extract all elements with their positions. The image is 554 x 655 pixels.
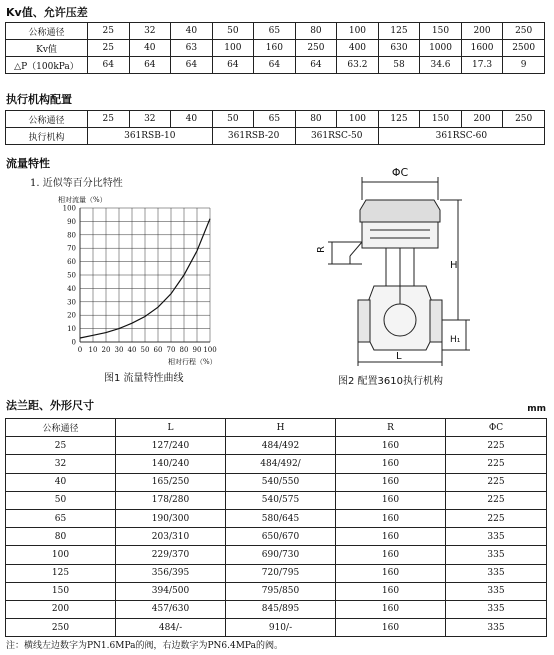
kv-table-row (6, 57, 545, 74)
dimension-cell: 203/310 (116, 528, 226, 546)
dimension-cell: 484/492 (226, 437, 336, 455)
table-row (6, 455, 547, 473)
chart-x-tick: 40 (127, 346, 137, 354)
valve-diagram (300, 160, 480, 370)
kv-table-row (6, 23, 545, 40)
actuator-diameter-cell: 200 (461, 111, 503, 128)
dim-label-l: L (396, 351, 402, 362)
table-row (6, 528, 547, 546)
dimension-cell: 160 (336, 528, 446, 546)
dimension-cell: 250 (6, 619, 116, 637)
actuator-group: 361RSC-60 (378, 128, 544, 145)
chart-x-tick: 100 (203, 346, 217, 354)
actuator-diameter-cell: 32 (129, 111, 171, 128)
footnote: 注：横线左边数字为PN1.6MPa的阀，右边数字为PN6.4MPa的阀。 (6, 641, 283, 651)
kv-cell: 160 (254, 40, 296, 57)
table-row (6, 491, 547, 509)
dim-section-title: 法兰距、外形尺寸 (6, 399, 94, 412)
dimension-cell: 540/550 (226, 473, 336, 491)
figure1-caption: 图1 流量特性曲线 (104, 373, 184, 384)
chart-y-tick: 0 (71, 338, 76, 347)
kv-row-header: Kv值 (6, 40, 88, 57)
chart-x-tick: 70 (166, 346, 176, 354)
actuator-diameter-cell: 25 (88, 111, 130, 128)
kv-cell: 125 (378, 23, 420, 40)
kv-cell: 150 (420, 23, 462, 40)
kv-table (5, 22, 545, 74)
chart-x-tick: 30 (114, 346, 124, 354)
flange-right (430, 300, 442, 342)
dimension-cell: 650/670 (226, 528, 336, 546)
chart-y-label: 相对流量（%） (58, 196, 107, 204)
kv-cell: 9 (503, 57, 545, 74)
actuator-section-title: 执行机构配置 (6, 93, 72, 106)
kv-section-title: Kv值、允许压差 (6, 6, 88, 19)
dimension-cell: 229/370 (116, 546, 226, 564)
dimension-cell: 160 (336, 564, 446, 582)
dimension-cell: 457/630 (116, 600, 226, 618)
dim-label-h1: H₁ (450, 335, 461, 345)
table-row (6, 546, 547, 564)
dimension-cell: 127/240 (116, 437, 226, 455)
chart-x-tick: 90 (192, 346, 202, 354)
chart-y-tick: 10 (67, 325, 76, 334)
dimension-cell: 160 (336, 600, 446, 618)
dimension-cell: 720/795 (226, 564, 336, 582)
kv-row-header: 公称通径 (6, 23, 88, 40)
dimension-cell: 150 (6, 582, 116, 600)
kv-cell: 63.2 (337, 57, 379, 74)
dimension-cell: 335 (446, 528, 547, 546)
chart-y-tick: 30 (67, 298, 76, 307)
dimension-cell: 335 (446, 619, 547, 637)
actuator-diameter-cell: 65 (254, 111, 296, 128)
dimension-header-cell: L (116, 419, 226, 437)
dimension-cell: 845/895 (226, 600, 336, 618)
kv-cell: 400 (337, 40, 379, 57)
kv-cell: 1000 (420, 40, 462, 57)
kv-cell: 34.6 (420, 57, 462, 74)
chart-y-tick: 70 (67, 244, 76, 253)
dimension-cell: 50 (6, 491, 116, 509)
table-row (6, 564, 547, 582)
dim-label-r: R (316, 246, 327, 253)
dimension-cell: 178/280 (116, 491, 226, 509)
dimension-table (5, 418, 547, 637)
dimension-cell: 910/- (226, 619, 336, 637)
chart-y-tick: 40 (67, 284, 76, 293)
dimension-cell: 190/300 (116, 509, 226, 527)
dimension-header-cell: 公称通径 (6, 419, 116, 437)
actuator-diameter-cell: 125 (378, 111, 420, 128)
chart-y-tick: 100 (62, 204, 76, 213)
kv-cell: 63 (171, 40, 213, 57)
flow-characteristic-chart (50, 192, 230, 367)
actuator-label: 执行机构 (6, 128, 88, 145)
chart-y-tick: 20 (67, 311, 76, 320)
actuator-group: 361RSC-50 (295, 128, 378, 145)
dimension-cell: 335 (446, 600, 547, 618)
dimension-cell: 335 (446, 582, 547, 600)
dimension-cell: 580/645 (226, 509, 336, 527)
dim-label-phic: ΦC (391, 166, 409, 179)
dimension-cell: 32 (6, 455, 116, 473)
table-row (6, 582, 547, 600)
dimension-cell: 125 (6, 564, 116, 582)
dimension-cell: 80 (6, 528, 116, 546)
dimension-cell: 484/492/ (226, 455, 336, 473)
dimension-cell: 65 (6, 509, 116, 527)
kv-cell: 65 (254, 23, 296, 40)
dimension-cell: 40 (6, 473, 116, 491)
kv-cell: 25 (88, 40, 130, 57)
kv-cell: 200 (461, 23, 503, 40)
kv-cell: 64 (171, 57, 213, 74)
kv-cell: 100 (337, 23, 379, 40)
kv-cell: 80 (295, 23, 337, 40)
dimension-header-cell: R (336, 419, 446, 437)
kv-cell: 25 (88, 23, 130, 40)
dimension-cell: 225 (446, 509, 547, 527)
kv-cell: 40 (129, 40, 171, 57)
dimension-cell: 100 (6, 546, 116, 564)
kv-cell: 58 (378, 57, 420, 74)
kv-cell: 64 (295, 57, 337, 74)
actuator-group: 361RSB-10 (88, 128, 213, 145)
dimension-cell: 160 (336, 491, 446, 509)
dimension-header-cell: H (226, 419, 336, 437)
dimension-cell: 540/575 (226, 491, 336, 509)
table-row (6, 473, 547, 491)
dimension-cell: 225 (446, 455, 547, 473)
dim-label-h: H (450, 260, 458, 271)
dimension-cell: 690/730 (226, 546, 336, 564)
dimension-header-row (6, 419, 547, 437)
dimension-cell: 160 (336, 473, 446, 491)
actuator-diameter-cell: 50 (212, 111, 254, 128)
dimension-cell: 484/- (116, 619, 226, 637)
kv-cell: 630 (378, 40, 420, 57)
actuator-diameter-cell: 250 (503, 111, 545, 128)
dimension-cell: 160 (336, 619, 446, 637)
figure2-caption: 图2 配置3610执行机构 (338, 376, 443, 387)
kv-cell: 32 (129, 23, 171, 40)
dimension-cell: 160 (336, 582, 446, 600)
table-row (6, 437, 547, 455)
kv-table-row (6, 40, 545, 57)
kv-cell: 1600 (461, 40, 503, 57)
flange-left (358, 300, 370, 342)
dimension-cell: 225 (446, 491, 547, 509)
kv-cell: 250 (295, 40, 337, 57)
dimension-header-cell: ΦC (446, 419, 547, 437)
actuator-diameter-cell: 80 (295, 111, 337, 128)
kv-cell: 100 (212, 40, 254, 57)
actuator-top (360, 200, 440, 222)
actuator-table (5, 110, 545, 145)
flow-section-title: 流量特性 (6, 157, 50, 170)
actuator-diameter-label: 公称通径 (6, 111, 88, 128)
actuator-body (362, 222, 438, 248)
dimension-cell: 25 (6, 437, 116, 455)
chart-x-tick: 0 (77, 346, 83, 354)
chart-x-tick: 80 (179, 346, 189, 354)
dimension-cell: 200 (6, 600, 116, 618)
chart-x-tick: 50 (140, 346, 150, 354)
kv-cell: 64 (212, 57, 254, 74)
kv-cell: 17.3 (461, 57, 503, 74)
unit-label: mm (527, 404, 546, 414)
dimension-cell: 225 (446, 473, 547, 491)
kv-cell: 50 (212, 23, 254, 40)
kv-row-header: △P（100kPa） (6, 57, 88, 74)
dimension-cell: 140/240 (116, 455, 226, 473)
hand-lever (350, 242, 362, 256)
dimension-cell: 160 (336, 455, 446, 473)
actuator-diameter-cell: 40 (171, 111, 213, 128)
kv-cell: 2500 (503, 40, 545, 57)
chart-y-tick: 80 (67, 231, 76, 240)
chart-y-tick: 60 (67, 258, 76, 267)
chart-y-tick: 90 (67, 217, 76, 226)
dimension-cell: 335 (446, 564, 547, 582)
actuator-diameter-cell: 100 (337, 111, 379, 128)
table-row (6, 619, 547, 637)
chart-x-tick: 10 (88, 346, 98, 354)
dimension-cell: 394/500 (116, 582, 226, 600)
kv-cell: 64 (254, 57, 296, 74)
kv-cell: 40 (171, 23, 213, 40)
kv-cell: 64 (88, 57, 130, 74)
kv-cell: 64 (129, 57, 171, 74)
chart-x-tick: 20 (101, 346, 111, 354)
dimension-cell: 356/395 (116, 564, 226, 582)
dimension-cell: 160 (336, 546, 446, 564)
dimension-cell: 795/850 (226, 582, 336, 600)
table-row (6, 509, 547, 527)
actuator-group: 361RSB-20 (212, 128, 295, 145)
dimension-cell: 335 (446, 546, 547, 564)
kv-cell: 250 (503, 23, 545, 40)
chart-x-tick: 60 (153, 346, 163, 354)
dimension-cell: 225 (446, 437, 547, 455)
dimension-cell: 165/250 (116, 473, 226, 491)
chart-y-tick: 50 (67, 271, 76, 280)
actuator-diameter-cell: 150 (420, 111, 462, 128)
chart-x-label: 相对行程（%） (168, 358, 217, 366)
dimension-cell: 160 (336, 437, 446, 455)
dimension-cell: 160 (336, 509, 446, 527)
table-row (6, 600, 547, 618)
flow-subtitle: 1. 近似等百分比特性 (30, 178, 123, 189)
